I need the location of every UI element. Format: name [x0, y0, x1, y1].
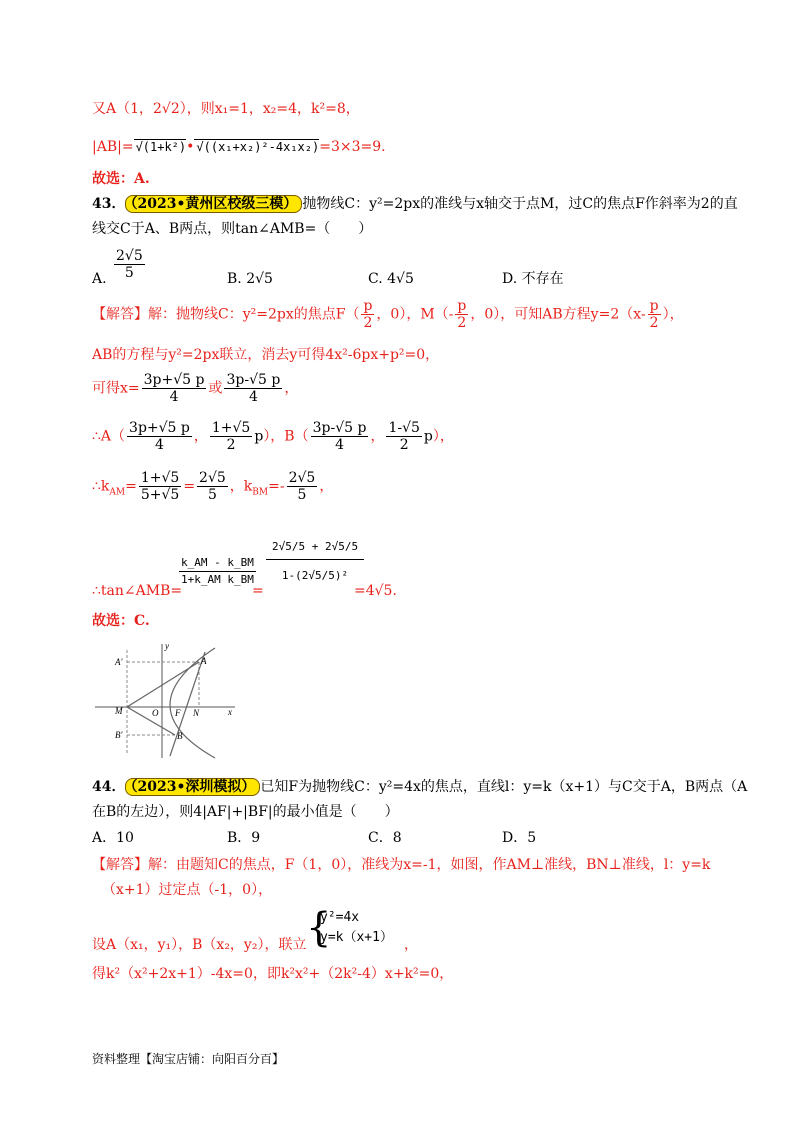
focus-x-frac — [361, 298, 374, 331]
kam-den1: 5+√5 — [140, 487, 180, 503]
sqrt-1-plus-k2: √(1+k²) — [135, 140, 187, 154]
ab-eq-frac — [648, 298, 661, 331]
x-comma: ， — [284, 380, 299, 397]
q43-option-a-den: 5 — [124, 265, 134, 281]
q43-option-b-label: B. — [227, 271, 242, 287]
multiply-dot: • — [186, 139, 195, 155]
system-eq1: y²=4x — [320, 910, 360, 925]
tan-big-den: 1-(2√5/5)² — [281, 569, 349, 582]
q44-option-c — [368, 829, 402, 847]
q44-option-c-label: C． — [368, 830, 393, 846]
ab-length-label: |AB|= — [92, 139, 134, 155]
prev-solution-line1: 又A（1，2√2），则x₁=1，x₂=4，k²=8， — [92, 101, 360, 117]
system-eq2: y=k（x+1） — [320, 930, 393, 945]
label-o: O — [152, 708, 159, 718]
q43-option-d-label: D. — [502, 271, 518, 287]
q43-stem-text1: 抛物线C：y²=2px的准线与x轴交于点M，过C的焦点F作斜率为2的直 — [302, 196, 738, 212]
q43-option-d — [502, 270, 564, 288]
q43-solution-mid2: ，0），可知AB方程y=2（x- — [470, 306, 646, 323]
q44-solution-line1: 【解答】解：由题知C的焦点，F（1，0），准线为x=-1，如图，作AM⊥准线，BN⊥准线，l：y=k — [92, 857, 711, 873]
a-y-frac — [210, 420, 252, 453]
point-a-label: ∴A（ — [92, 428, 126, 445]
q44-option-a — [92, 829, 134, 847]
b-y-num: 1-√5 — [388, 420, 420, 436]
q44-option-d — [502, 829, 536, 847]
q43-options — [92, 248, 712, 288]
kbm-eq: =- — [268, 478, 285, 495]
b-y-frac — [386, 420, 421, 453]
kbm-label: ，k — [229, 478, 253, 495]
q43-option-d-value: 不存在 — [521, 271, 564, 287]
a-y-den: 2 — [226, 437, 236, 453]
kbm-num: 2√5 — [288, 470, 316, 486]
kam-num1: 1+√5 — [140, 470, 180, 486]
page-footer: 资料整理【淘宝店铺：向阳百分百】 — [92, 1052, 285, 1066]
label-x: x — [228, 707, 232, 717]
q44-number: 44． — [92, 779, 126, 795]
ab-length-result: =3×3=9. — [319, 139, 386, 155]
ab-eq-den: 2 — [649, 315, 659, 331]
kbm-frac — [287, 470, 318, 503]
kam-den2: 5 — [207, 487, 217, 503]
q44-option-b-value: 9 — [251, 830, 261, 846]
label-f: F — [175, 708, 181, 718]
a-x-den: 4 — [154, 437, 164, 453]
b-y-tail: p — [423, 428, 433, 445]
q43-solution-line1 — [92, 298, 684, 331]
kam-sub: AM — [109, 487, 126, 498]
q43-parabola-figure — [95, 640, 245, 760]
label-a-prime: A' — [115, 657, 123, 667]
q43-stem-line2: 线交C于A、B两点，则tan∠AMB=（ ） — [92, 221, 373, 237]
q43-points-ab: ∴A（ $\frac{3p+√5 p}{4}$ ， $\frac{1+√5}{2}$ p），B（ $\frac{3p-√5 p}{4}$ ， $\frac{1-√5}{2}$ p）， — [92, 420, 454, 453]
q44-option-d-value: 5 — [527, 830, 537, 846]
q44-solution-line4: 得k²（x²+2x+1）-4x=0，即k²x²+（2k²-4）x+k²=0， — [92, 966, 454, 982]
b-x-frac — [311, 420, 369, 453]
x2-den: 4 — [248, 389, 258, 405]
label-m: M — [115, 706, 123, 716]
kam-num2: 2√5 — [199, 470, 226, 486]
focus-x-den: 2 — [363, 315, 373, 331]
m-x-frac — [455, 298, 468, 331]
or-text: 或 — [208, 380, 223, 397]
label-n: N — [193, 708, 200, 718]
q43-slopes: $\therefore k_{AM}=$ $\frac{1+√5}{5+√5}$ = $\frac{2√5}{5}$ ，$k_{BM}=-$ $\frac{2√5}{5}$ ， — [92, 470, 334, 503]
kam-eq: = — [125, 478, 137, 495]
q44-option-d-label: D． — [502, 830, 528, 846]
tan-label: ∴tan∠AMB= — [92, 583, 183, 599]
sqrt-sum-expression: √((x₁+x₂)²-4x₁x₂) — [196, 140, 320, 154]
label-a: A — [201, 656, 207, 666]
q43-source-tag: （2023•黄州区校级三模） — [125, 195, 302, 213]
q43-stem-line1 — [92, 195, 738, 213]
q44-option-b-label: B． — [227, 830, 252, 846]
q43-solution-line2: AB的方程与y²=2px联立，消去y可得4x²-6px+p²=0， — [92, 347, 440, 363]
q44-option-a-label: A． — [92, 830, 117, 846]
label-b-prime: B' — [115, 730, 123, 740]
label-b: B — [177, 731, 183, 741]
m-x-num: p — [457, 298, 467, 314]
x-label: 可得x= — [92, 380, 140, 397]
point-b-end: ）， — [432, 428, 454, 445]
line-ab — [170, 652, 205, 756]
tan-frac — [179, 555, 256, 588]
q43-option-a-label: A. — [92, 271, 107, 287]
ab-eq-num: p — [649, 298, 659, 314]
b-x-den: 4 — [335, 437, 344, 453]
q43-option-c — [368, 270, 414, 288]
q43-option-b — [227, 270, 273, 288]
tan-eq: = — [252, 583, 264, 599]
q43-option-c-label: C. — [368, 271, 383, 287]
focus-x-num: p — [363, 298, 373, 314]
tan-den: 1+k_AM k_BM — [181, 573, 254, 586]
parabola — [170, 648, 215, 758]
q43-option-b-value: 2√5 — [246, 271, 273, 287]
q43-solution-mid3: ）， — [662, 306, 684, 323]
equation-system — [320, 908, 393, 948]
point-b-label: ），B（ — [263, 428, 309, 445]
x1-num: 3p+√5 p — [143, 372, 205, 388]
q43-number: 43． — [92, 196, 126, 212]
prev-solution-choice: 故选：A. — [92, 171, 150, 187]
q44-line3-pre: 设A（x₁，y₁），B（x₂，y₂），联立 — [92, 937, 307, 953]
q44-line3-post: ， — [404, 937, 418, 953]
b-y-den: 2 — [399, 437, 409, 453]
tan-big-frac — [266, 525, 364, 584]
tan-result: =4√5. — [354, 583, 397, 599]
q44-source-tag: （2023•深圳模拟） — [125, 778, 260, 796]
kbm-sub: BM — [252, 487, 269, 498]
tan-num: k_AM - k_BM — [179, 555, 256, 572]
q43-solution-choice: 故选：C. — [92, 613, 150, 629]
tan-big-num: 2√5/5 + 2√5/5 — [266, 525, 364, 560]
system-brace: { — [306, 905, 332, 951]
q44-solution-line2: （x+1）过定点（-1，0）， — [102, 882, 273, 898]
kbm-den: 5 — [297, 487, 307, 503]
q44-option-b — [227, 829, 260, 847]
kam-frac1 — [139, 470, 181, 503]
m-x-den: 2 — [457, 315, 467, 331]
kam-label: ∴k — [92, 478, 110, 495]
q43-x-solutions — [92, 372, 298, 405]
prev-solution-line2 — [92, 138, 386, 156]
x2-num: 3p-√5 p — [226, 372, 281, 388]
q43-option-c-value: 4√5 — [387, 271, 414, 287]
q43-solution-mid1: ，0），M（- — [376, 306, 454, 323]
q44-option-c-value: 8 — [392, 830, 402, 846]
q44-stem-line2: 在B的左边），则4|AF|+|BF|的最小值是（ ） — [92, 804, 399, 820]
label-y: y — [165, 641, 169, 651]
q43-option-a-frac — [114, 248, 145, 281]
x1-den: 4 — [169, 389, 179, 405]
a-x-num: 3p+√5 p — [129, 420, 190, 436]
x2-frac — [224, 372, 282, 405]
q44-stem-line1 — [92, 778, 747, 796]
a-y-num: 1+√5 — [211, 420, 251, 436]
b-x-num: 3p-√5 p — [312, 420, 367, 436]
x1-frac — [142, 372, 207, 405]
line-mb — [127, 707, 175, 735]
a-y-tail: p — [254, 428, 264, 445]
q43-option-a-num: 2√5 — [116, 248, 143, 264]
q44-stem-text1: 已知F为抛物线C：y²=4x的焦点，直线l：y=k（x+1）与C交于A，B两点（A — [260, 779, 748, 795]
q43-solution-intro: 【解答】解：抛物线C：y²=2px的焦点F（ — [92, 306, 360, 323]
q43-option-a — [92, 270, 107, 288]
q44-option-a-value: 10 — [116, 830, 134, 846]
a-x-frac — [127, 420, 192, 453]
kam-frac2 — [197, 470, 228, 503]
